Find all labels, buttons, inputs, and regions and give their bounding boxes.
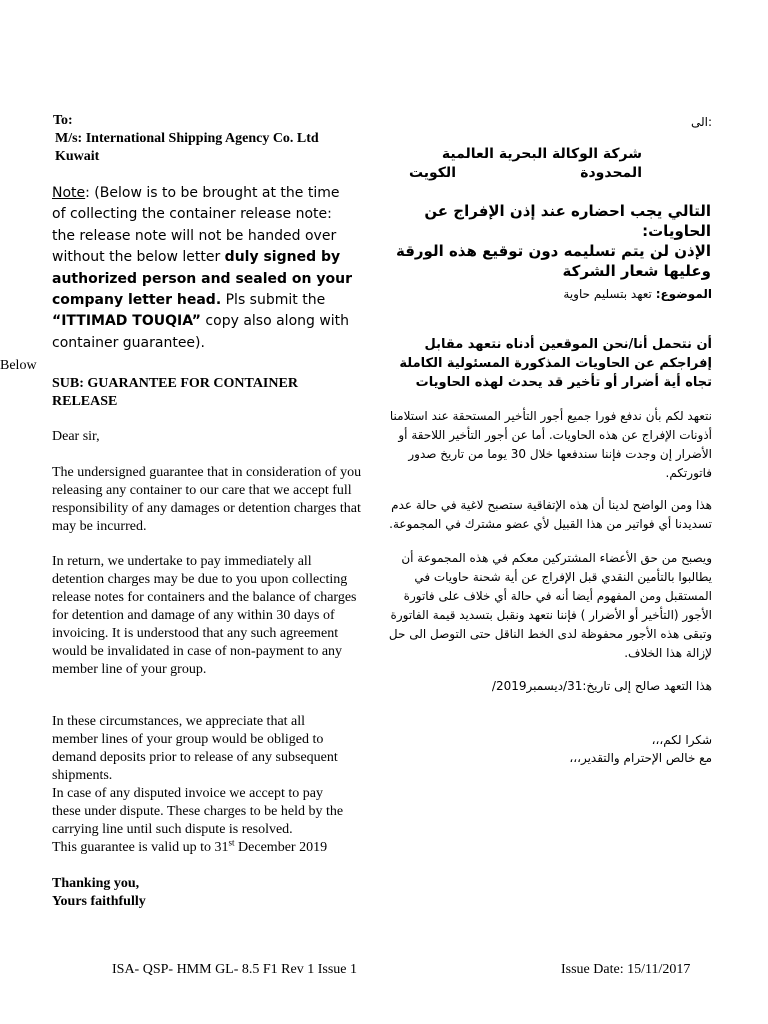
ar-paragraph-3: ويصبح من حق الأعضاء المشتركين معكم في هذه المجموعة أن يطالبوا بالتأمين النقدي قبل الإفراج عن أية شحنة حاويات في المستقبل ومن المفهوم أيضا أنه في حالة أي خلاف على فاتورة الأجور (التأخير أو الأضرار ) فإننا نتعهد ونقبل بتسديد قيمة الفاتورة وتبقى هذه الأجور محفوظة لدى الخط الناقل حتى التوصل الى حل لإزالة هذا الخلاف. bbox=[388, 551, 712, 660]
ar-bold-paragraph: أن نتحمل أنا/نحن الموقعين أدناه نتعهد مقابل إفراجكم عن الحاويات المذكورة المسئولية الكاملة تجاه أية أضرار أو تأخير قد يحدث لهذه الحاويات bbox=[399, 337, 712, 390]
validity-suffix: December 2019 bbox=[234, 840, 328, 855]
paragraph-disputes: In case of any disputed invoice we accept to pay these under dispute. These charges to be held by the carrying line until such dispute is resolved. bbox=[52, 786, 344, 837]
ar-to-label: :الى bbox=[690, 115, 712, 129]
ar-subject-label: الموضوع: bbox=[655, 287, 712, 301]
closing-signoff: Yours faithfully bbox=[52, 894, 146, 909]
ar-city: الكويت bbox=[408, 165, 456, 181]
note-text-3: copy also along with container guarantee). bbox=[52, 313, 350, 351]
ar-subject bbox=[392, 285, 712, 304]
ar-subject-text: تعهد بتسليم حاوية bbox=[563, 287, 656, 301]
validity-prefix: This guarantee is valid up to 31 bbox=[52, 840, 229, 855]
recipient-name: M/s: International Shipping Agency Co. Ltd bbox=[55, 131, 319, 146]
ar-thanks: شكرا لكم،،، bbox=[651, 733, 712, 747]
margin-fragment: Below bbox=[0, 358, 37, 373]
note-bold-1: duly signed by authorized person and sealed on your company letter head. bbox=[52, 249, 352, 309]
closing-thanks: Thanking you, bbox=[52, 876, 140, 891]
recipient-city: Kuwait bbox=[55, 149, 100, 164]
footer-issue-date: Issue Date: 15/11/2017 bbox=[561, 962, 691, 977]
paragraph-circumstances: In these circumstances, we appreciate that all member lines of your group would be obliged to demand deposits prior to release of any subsequent shipments. bbox=[52, 714, 338, 783]
validity-line bbox=[52, 839, 372, 857]
paragraph-responsibility: The undersigned guarantee that in consideration of you releasing any container to our care that we accept full responsibility of any damages or detention charges that may be incurred. bbox=[52, 465, 362, 534]
ar-validity: هذا التعهد صالح إلى تاريخ:31/ديسمبر2019/ bbox=[491, 679, 712, 693]
subject-heading: SUB: GUARANTEE FOR CONTAINER RELEASE bbox=[52, 376, 298, 409]
salutation: Dear sir, bbox=[52, 429, 100, 444]
validity-sup: st bbox=[228, 837, 235, 848]
paragraph-undertaking: In return, we undertake to pay immediately all detention charges may be due to you upon collecting release notes for containers and the balance of charges for detention and damage of any within 30 days of invoicing. It is understood that any such agreement would be invalidated in case of non-payment to any member line of your group. bbox=[52, 554, 357, 677]
note-text-1: : (Below is to be brought at the time of collecting the container release note: the release note will not be handed over without the below letter bbox=[52, 185, 340, 266]
note-label: Note bbox=[52, 185, 86, 201]
to-label: To: bbox=[53, 113, 73, 128]
note-text-2: Pls submit the bbox=[221, 292, 326, 309]
ar-company: شركة الوكالة البحرية العالمية المحدودة bbox=[441, 146, 642, 181]
ar-notice-2: الإذن لن يتم تسليمه دون توقيع هذه الورقة وعليها شعار الشركة bbox=[395, 242, 711, 280]
ar-paragraph-1: نتعهد لكم بأن ندفع فورا جميع أجور التأخير المستحقة عند استلامنا أذونات الإفراج عن هذه الحاويات. أما عن أجور التأخير اللاحقة أو الأضرار إن وجدت فإننا سندفعها خلال 30 يوما من تاريخ صدور فاتورتكم. bbox=[389, 409, 712, 480]
ar-notice bbox=[376, 201, 711, 281]
note-bold-2: “ITTIMAD TOUQIA” bbox=[52, 313, 201, 330]
ar-paragraph-2: هذا ومن الواضح لدينا أن هذه الإتفاقية ستصبح لاغية في حالة عدم تسديدنا أي فواتير من هذا القبيل لأي عضو مشترك في المجموعة. bbox=[389, 498, 712, 531]
ar-regards: مع خالص الإحترام والتقدير،،، bbox=[569, 751, 712, 765]
footer-form-code: ISA- QSP- HMM GL- 8.5 F1 Rev 1 Issue 1 bbox=[112, 962, 358, 977]
ar-notice-1: التالي يجب احضاره عند إذن الإفراج عن الحاويات: bbox=[424, 202, 711, 240]
note-block bbox=[52, 183, 352, 354]
